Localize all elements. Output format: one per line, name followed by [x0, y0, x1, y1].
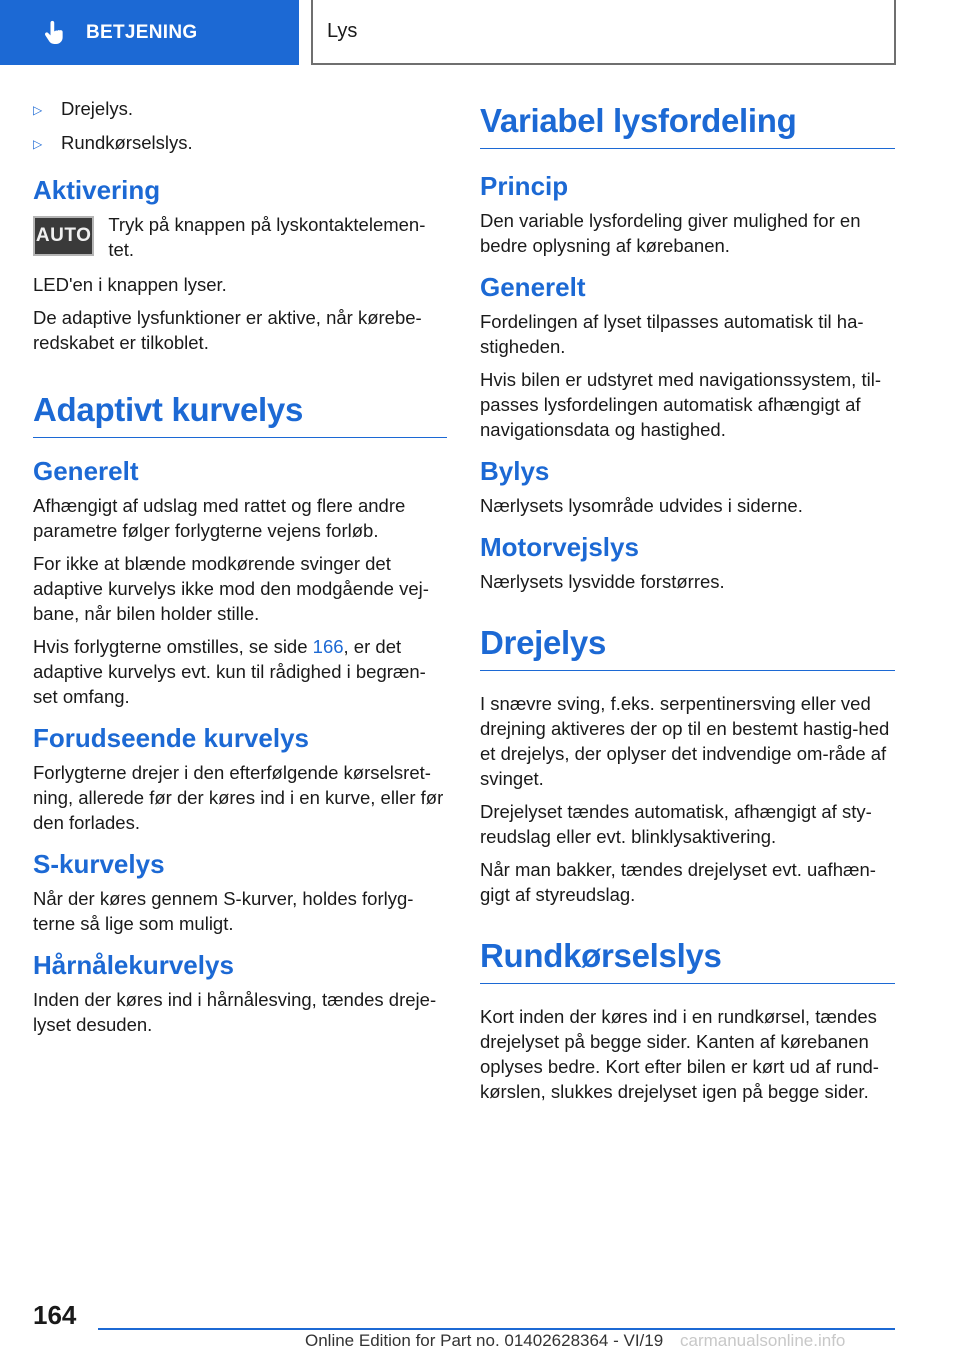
instruction-text: Tryk på knappen på lyskontaktelemen-tet.	[108, 214, 426, 260]
paragraph: Hvis forlygterne omstilles, se side 166, er det adaptive kurvelys evt. kun til rådighed i begræn-set omfang.	[33, 636, 426, 707]
section-heading-generelt-right: Generelt	[480, 272, 586, 302]
auto-button-icon: AUTO	[33, 216, 94, 256]
triangle-bullet-icon: ▷	[33, 137, 43, 151]
paragraph: Fordelingen af lyset tilpasses automatisk til ha-stigheden.	[480, 311, 864, 357]
section-title-adaptivt: Adaptivt kurvelys	[33, 391, 447, 438]
paragraph: Inden der køres ind i hårnålesving, tændes dreje-lyset desuden.	[33, 989, 437, 1035]
section-heading-forudseende: Forudseende kurvelys	[33, 723, 309, 753]
paragraph: Nærlysets lysvidde forstørres.	[480, 571, 725, 592]
paragraph: Nærlysets lysområde udvides i siderne.	[480, 495, 803, 516]
watermark: carmanualsonline.info	[680, 1331, 846, 1350]
auto-instruction	[33, 212, 447, 262]
section-title-drejelys: Drejelys	[480, 624, 895, 671]
left-column	[33, 96, 447, 1045]
paragraph: Hvis bilen er udstyret med navigationssystem, til-passes lysfordelingen automatisk afhængigt af navigationsdata og hastighed.	[480, 369, 881, 440]
section-heading-princip: Princip	[480, 171, 569, 201]
section-title-variabel: Variabel lysfordeling	[480, 102, 895, 149]
list-item: ▷ Drejelys.	[33, 96, 447, 123]
section-heading-s-kurvelys: S-kurvelys	[33, 849, 165, 879]
paragraph: LED'en i knappen lyser.	[33, 274, 227, 295]
section-heading-motorvejslys: Motorvejslys	[480, 532, 639, 562]
paragraph: Den variable lysfordeling giver mulighed for en bedre oplysning af kørebanen.	[480, 210, 861, 256]
paragraph: Afhængigt af udslag med rattet og flere andre parametre følger forlygterne vejens forløb.	[33, 495, 406, 541]
paragraph: Kort inden der køres ind i en rundkørsel, tændes drejelyset på begge sider. Kanten af kørebanen oplyses bedre. Kort efter bilen er kørt ud af rund-kørslen, slukkes drejelyset igen på begge sider.	[480, 1006, 879, 1102]
hand-pointer-icon	[40, 19, 68, 47]
paragraph: Når man bakker, tændes drejelyset evt. uafhæn-gigt af styreudslag.	[480, 859, 876, 905]
paragraph: For ikke at blænde modkørende svinger det adaptive kurvelys ikke mod den modgående vej-bane, når bilen holder stille.	[33, 553, 429, 624]
bullet-list	[33, 96, 447, 157]
edition-text: Online Edition for Part no. 01402628364 - VI/19	[305, 1331, 664, 1350]
paragraph: Forlygterne drejer i den efterfølgende kørselsret-ning, allerede før der køres ind i en kurve, eller før den forlades.	[33, 762, 444, 833]
right-column	[480, 96, 895, 1112]
triangle-bullet-icon: ▷	[33, 103, 43, 117]
paragraph: Når der køres gennem S-kurver, holdes forlyg-terne så lige som muligt.	[33, 888, 414, 934]
chapter-title: Lys	[327, 20, 358, 42]
section-heading-haarnaale: Hårnålekurvelys	[33, 950, 234, 980]
section-heading-bylys: Bylys	[480, 456, 550, 486]
page-reference-link[interactable]: 166	[312, 636, 344, 657]
section-heading-aktivering: Aktivering	[33, 175, 161, 205]
list-item: ▷ Rundkørselslys.	[33, 130, 447, 157]
section-tab	[0, 0, 299, 65]
paragraph: Drejelyset tændes automatisk, afhængigt af sty-reudslag eller evt. blinklysaktivering.	[480, 801, 872, 847]
section-heading-generelt: Generelt	[33, 456, 139, 486]
paragraph: De adaptive lysfunktioner er aktive, når kørebe-redskabet er tilkoblet.	[33, 307, 422, 353]
paragraph: I snævre sving, f.eks. serpentinersving eller ved drejning aktiveres der op til en bestemt hastig-hed et drejelys, der oplyser det indvendige om-råde af svinget.	[480, 693, 890, 789]
section-label: BETJENING	[86, 21, 198, 43]
section-title-rundkorsel: Rundkørselslys	[480, 937, 895, 984]
chapter-header	[311, 0, 896, 65]
page-number: 164	[33, 1300, 77, 1330]
footer-divider	[98, 1328, 895, 1330]
